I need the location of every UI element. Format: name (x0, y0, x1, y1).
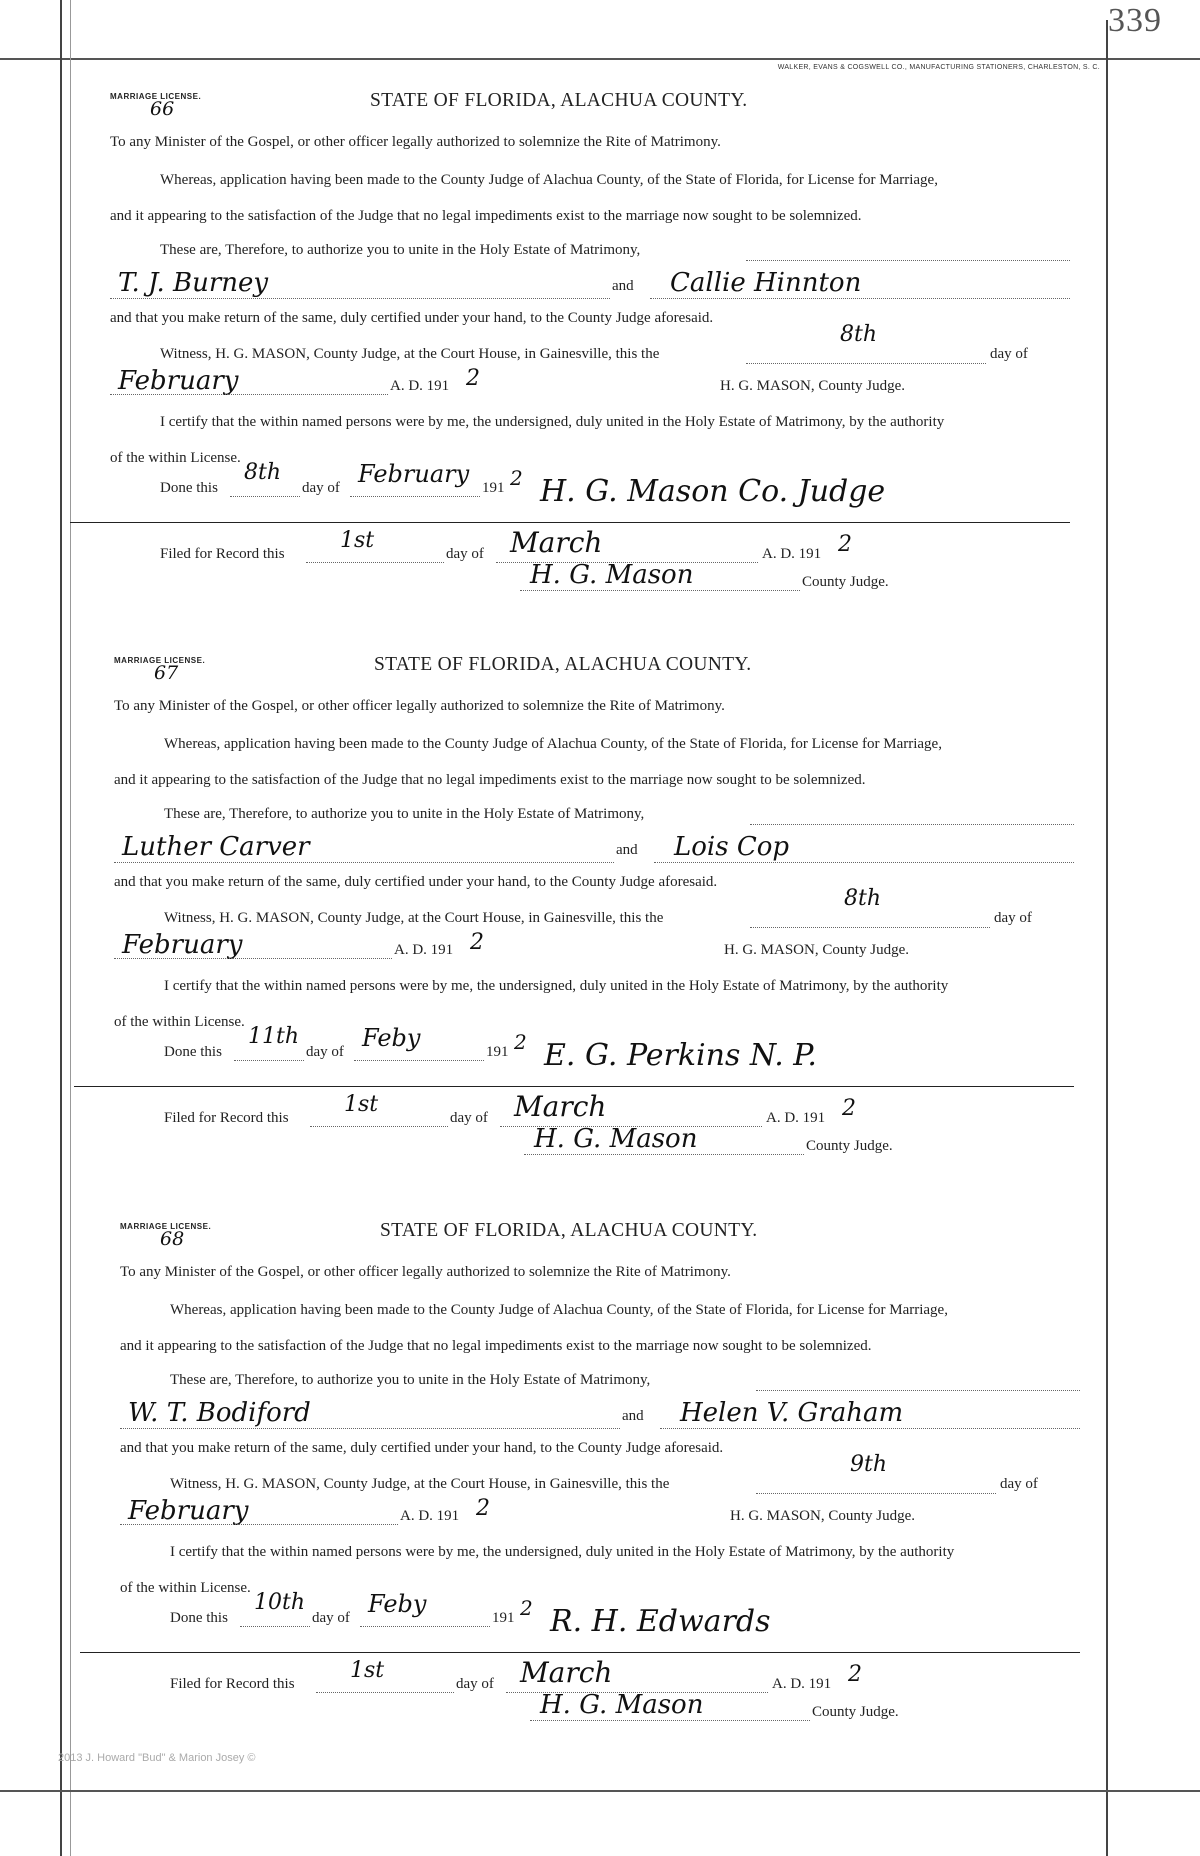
done-this-label: Done this (164, 1044, 222, 1060)
judge-signature-line: H. G. MASON, County Judge. (724, 942, 910, 958)
whereas-line-2: and it appearing to the satisfaction of the Judge that no legal impediments exist to the marriage now sought to be solemnized. (120, 1338, 872, 1354)
filed-year: 2 (848, 1662, 862, 1687)
day-of-label: day of (994, 910, 1032, 926)
certify-line-1: I certify that the within named persons were by me, the undersigned, duly united in the Holy Estate of Matrimony, by the authority (164, 978, 949, 994)
filed-label: Filed for Record this (160, 546, 285, 562)
certify-line-2: of the within License. (120, 1580, 251, 1596)
witness-month: February (118, 366, 239, 396)
bride-name: Callie Hinnton (670, 268, 862, 298)
bride-name: Helen V. Graham (680, 1398, 904, 1428)
and-label: and (622, 1408, 644, 1424)
license-label: MARRIAGE LICENSE. (114, 656, 206, 665)
witness-line: Witness, H. G. MASON, County Judge, at the Court House, in Gainesville, this the (164, 910, 664, 926)
done-this-label: Done this (160, 480, 218, 496)
license-number: 66 (150, 98, 175, 120)
license-heading: STATE OF FLORIDA, ALACHUA COUNTY. (370, 90, 748, 111)
done-year: 2 (520, 1596, 533, 1620)
return-line: and that you make return of the same, duly certified under your hand, to the County Judge aforesaid. (110, 310, 714, 326)
witness-month: February (122, 930, 243, 960)
ad-label: A. D. 191 (394, 942, 454, 958)
done-ad-label: 191 (482, 480, 505, 496)
and-label: and (616, 842, 638, 858)
day-of-label: day of (990, 346, 1028, 362)
return-line: and that you make return of the same, duly certified under your hand, to the County Judge aforesaid. (120, 1440, 724, 1456)
license-heading: STATE OF FLORIDA, ALACHUA COUNTY. (374, 654, 752, 675)
whereas-line-1: Whereas, application having been made to the County Judge of Alachua County, of the State of Florida, for License for Marriage, (170, 1302, 948, 1318)
done-year: 2 (510, 466, 523, 490)
ad-label: A. D. 191 (400, 1508, 460, 1524)
done-year: 2 (514, 1030, 527, 1054)
certify-line-1: I certify that the within named persons were by me, the undersigned, duly united in the Holy Estate of Matrimony, by the authority (170, 1544, 955, 1560)
done-day: 11th (248, 1024, 300, 1049)
filed-ad-label: A. D. 191 (762, 546, 822, 562)
done-ad-label: 191 (486, 1044, 509, 1060)
officiant-signature: H. G. Mason Co. Judge (540, 474, 886, 509)
certify-line-1: I certify that the within named persons were by me, the undersigned, duly united in the Holy Estate of Matrimony, by the authority (160, 414, 945, 430)
filed-day-of-label: day of (450, 1110, 488, 1126)
therefore-line: These are, Therefore, to authorize you to unite in the Holy Estate of Matrimony, (164, 806, 645, 822)
filed-year: 2 (842, 1096, 856, 1121)
filed-label: Filed for Record this (164, 1110, 289, 1126)
day-of-label: day of (1000, 1476, 1038, 1492)
witness-line: Witness, H. G. MASON, County Judge, at the Court House, in Gainesville, this the (160, 346, 660, 362)
bottom-rule (0, 1790, 1200, 1792)
witness-day: 8th (844, 886, 882, 911)
groom-name: W. T. Bodiford (128, 1398, 311, 1428)
license-label: MARRIAGE LICENSE. (120, 1222, 212, 1231)
top-rule (0, 58, 1200, 60)
license-number: 68 (160, 1228, 185, 1250)
filed-label: Filed for Record this (170, 1676, 295, 1692)
judge-signature-line: H. G. MASON, County Judge. (730, 1508, 916, 1524)
therefore-line: These are, Therefore, to authorize you to unite in the Holy Estate of Matrimony, (160, 242, 641, 258)
done-day-of-label: day of (312, 1610, 350, 1626)
license-address: To any Minister of the Gospel, or other officer legally authorized to solemnize the Rite of Matrimony. (114, 698, 725, 714)
county-judge-label: County Judge. (812, 1704, 899, 1720)
license-label: MARRIAGE LICENSE. (110, 92, 202, 101)
witness-line: Witness, H. G. MASON, County Judge, at the Court House, in Gainesville, this the (170, 1476, 670, 1492)
certify-line-2: of the within License. (110, 450, 241, 466)
license-address: To any Minister of the Gospel, or other officer legally authorized to solemnize the Rite of Matrimony. (110, 134, 721, 150)
stationer-imprint: WALKER, EVANS & COGSWELL CO., MANUFACTURING STATIONERS, CHARLESTON, S. C. (777, 64, 1100, 71)
filed-day-of-label: day of (456, 1676, 494, 1692)
and-label: and (612, 278, 634, 294)
filed-month: March (520, 1656, 613, 1689)
return-line: and that you make return of the same, duly certified under your hand, to the County Judge aforesaid. (114, 874, 718, 890)
filed-month: March (510, 526, 603, 559)
done-month: Feby (362, 1024, 421, 1052)
filed-signature: H. G. Mason (534, 1124, 698, 1154)
witness-year: 2 (470, 930, 484, 955)
certify-line-2: of the within License. (114, 1014, 245, 1030)
right-margin-rule (1106, 20, 1108, 1856)
county-judge-label: County Judge. (806, 1138, 893, 1154)
done-day-of-label: day of (306, 1044, 344, 1060)
filed-signature: H. G. Mason (530, 560, 694, 590)
filed-ad-label: A. D. 191 (766, 1110, 826, 1126)
done-month: Feby (368, 1590, 427, 1618)
judge-signature-line: H. G. MASON, County Judge. (720, 378, 906, 394)
whereas-line-2: and it appearing to the satisfaction of the Judge that no legal impediments exist to the marriage now sought to be solemnized. (114, 772, 866, 788)
groom-name: Luther Carver (122, 832, 310, 862)
license-number: 67 (154, 662, 179, 684)
filed-signature: H. G. Mason (540, 1690, 704, 1720)
whereas-line-1: Whereas, application having been made to the County Judge of Alachua County, of the State of Florida, for License for Marriage, (164, 736, 942, 752)
filed-year: 2 (838, 532, 852, 557)
filed-day: 1st (350, 1658, 385, 1683)
left-margin-rule-inner (70, 0, 71, 1856)
done-month: February (358, 460, 470, 488)
filed-day-of-label: day of (446, 546, 484, 562)
county-judge-label: County Judge. (802, 574, 889, 590)
filed-day: 1st (340, 528, 375, 553)
done-day-of-label: day of (302, 480, 340, 496)
done-this-label: Done this (170, 1610, 228, 1626)
groom-name: T. J. Burney (118, 268, 269, 298)
officiant-signature: R. H. Edwards (550, 1604, 771, 1639)
witness-day: 8th (840, 322, 878, 347)
marriage-license (114, 652, 1074, 1172)
marriage-license (120, 1218, 1080, 1738)
whereas-line-1: Whereas, application having been made to the County Judge of Alachua County, of the State of Florida, for License for Marriage, (160, 172, 938, 188)
ad-label: A. D. 191 (390, 378, 450, 394)
left-margin-rule (60, 0, 62, 1856)
whereas-line-2: and it appearing to the satisfaction of the Judge that no legal impediments exist to the marriage now sought to be solemnized. (110, 208, 862, 224)
license-heading: STATE OF FLORIDA, ALACHUA COUNTY. (380, 1220, 758, 1241)
done-ad-label: 191 (492, 1610, 515, 1626)
page-number: 339 (1108, 2, 1162, 39)
marriage-license (110, 88, 1070, 608)
therefore-line: These are, Therefore, to authorize you to unite in the Holy Estate of Matrimony, (170, 1372, 651, 1388)
done-day: 10th (254, 1590, 306, 1615)
filed-day: 1st (344, 1092, 379, 1117)
bride-name: Lois Cop (674, 832, 790, 862)
copyright-watermark: 2013 J. Howard "Bud" & Marion Josey © (58, 1752, 256, 1764)
filed-ad-label: A. D. 191 (772, 1676, 832, 1692)
witness-year: 2 (466, 366, 480, 391)
officiant-signature: E. G. Perkins N. P. (544, 1038, 817, 1073)
done-day: 8th (244, 460, 282, 485)
witness-day: 9th (850, 1452, 888, 1477)
filed-month: March (514, 1090, 607, 1123)
witness-year: 2 (476, 1496, 490, 1521)
license-address: To any Minister of the Gospel, or other officer legally authorized to solemnize the Rite of Matrimony. (120, 1264, 731, 1280)
witness-month: February (128, 1496, 249, 1526)
